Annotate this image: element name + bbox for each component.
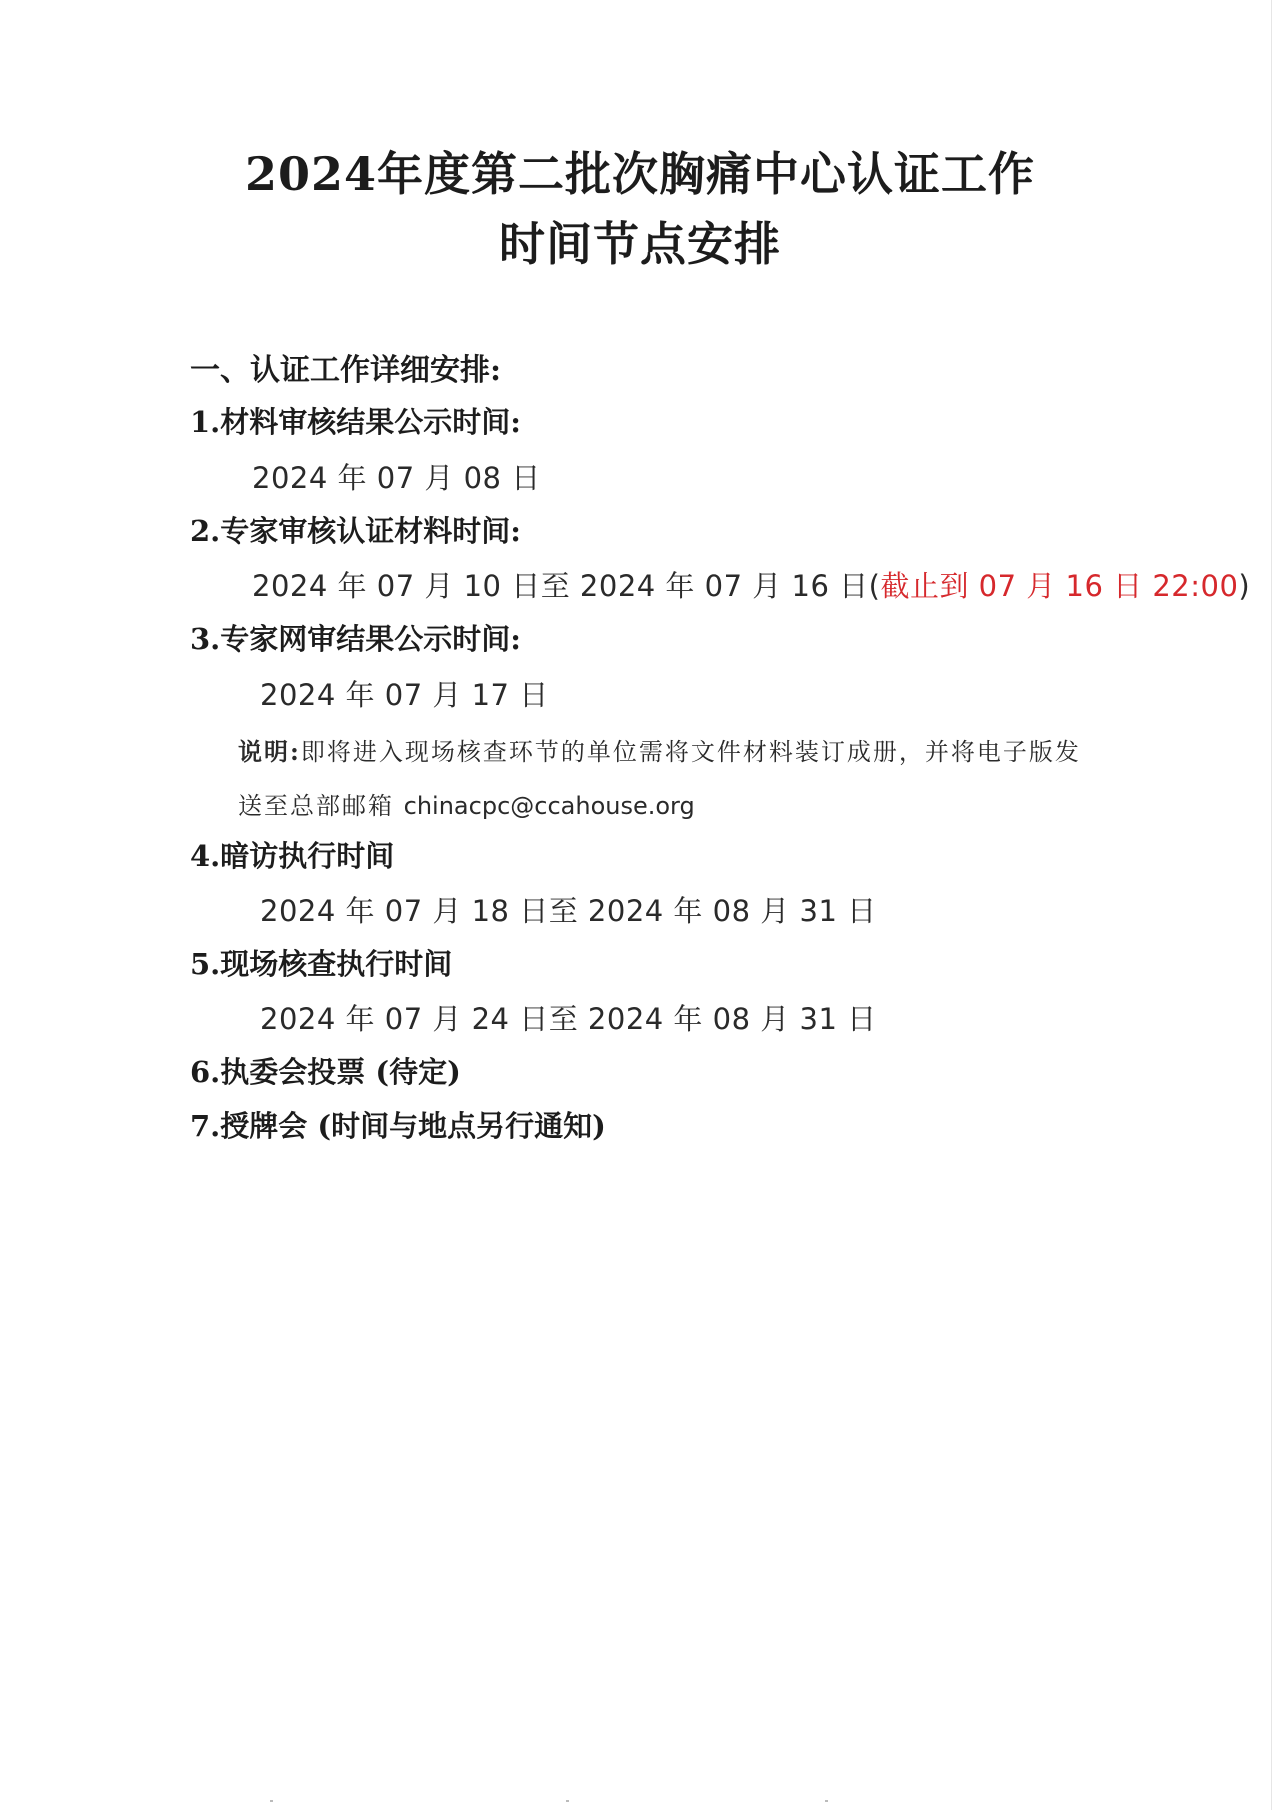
item-5-title: 5.现场核查执行时间 bbox=[190, 947, 453, 981]
item-2-date-line bbox=[252, 564, 1250, 605]
item-4-title: 4.暗访执行时间 bbox=[190, 839, 395, 873]
item-3-title: 3.专家网审结果公示时间: bbox=[190, 622, 521, 656]
item-1-title: 1.材料审核结果公示时间: bbox=[190, 405, 521, 439]
document-title-line2: 时间节点安排 bbox=[499, 217, 781, 271]
note-label: 说明: bbox=[238, 737, 301, 766]
scan-artifact bbox=[825, 1800, 828, 1802]
scan-artifact bbox=[566, 1800, 569, 1802]
item-2-deadline: 截止到 07 月 16 日 22:00 bbox=[880, 569, 1239, 603]
item-2-title: 2.专家审核认证材料时间: bbox=[190, 514, 521, 548]
item-5-date: 2024 年 07 月 24 日至 2024 年 08 月 31 日 bbox=[260, 1002, 877, 1036]
note-text-2: 送至总部邮箱 bbox=[238, 792, 404, 820]
email-address: chinacpc@ccahouse.org bbox=[403, 792, 695, 820]
section-heading: 一、认证工作详细安排: bbox=[190, 353, 502, 388]
note-line-2 bbox=[238, 786, 695, 821]
item-3-date: 2024 年 07 月 17 日 bbox=[260, 678, 549, 712]
item-1-date: 2024 年 07 月 08 日 bbox=[252, 461, 541, 495]
note-line-1 bbox=[238, 732, 1081, 767]
document-title-line1: 2024年度第二批次胸痛中心认证工作 bbox=[244, 147, 1036, 201]
note-text: 即将进入现场核查环节的单位需将文件材料装订成册，并将电子版发 bbox=[300, 738, 1081, 766]
item-7-title: 7.授牌会 (时间与地点另行通知) bbox=[190, 1109, 606, 1143]
item-2-date: 2024 年 07 月 10 日至 2024 年 07 月 16 日( bbox=[252, 569, 881, 603]
item-2-date-close: ) bbox=[1238, 569, 1251, 603]
item-4-date: 2024 年 07 月 18 日至 2024 年 08 月 31 日 bbox=[260, 894, 877, 928]
item-6-title: 6.执委会投票 (待定) bbox=[190, 1055, 461, 1089]
scan-artifact bbox=[270, 1800, 273, 1802]
